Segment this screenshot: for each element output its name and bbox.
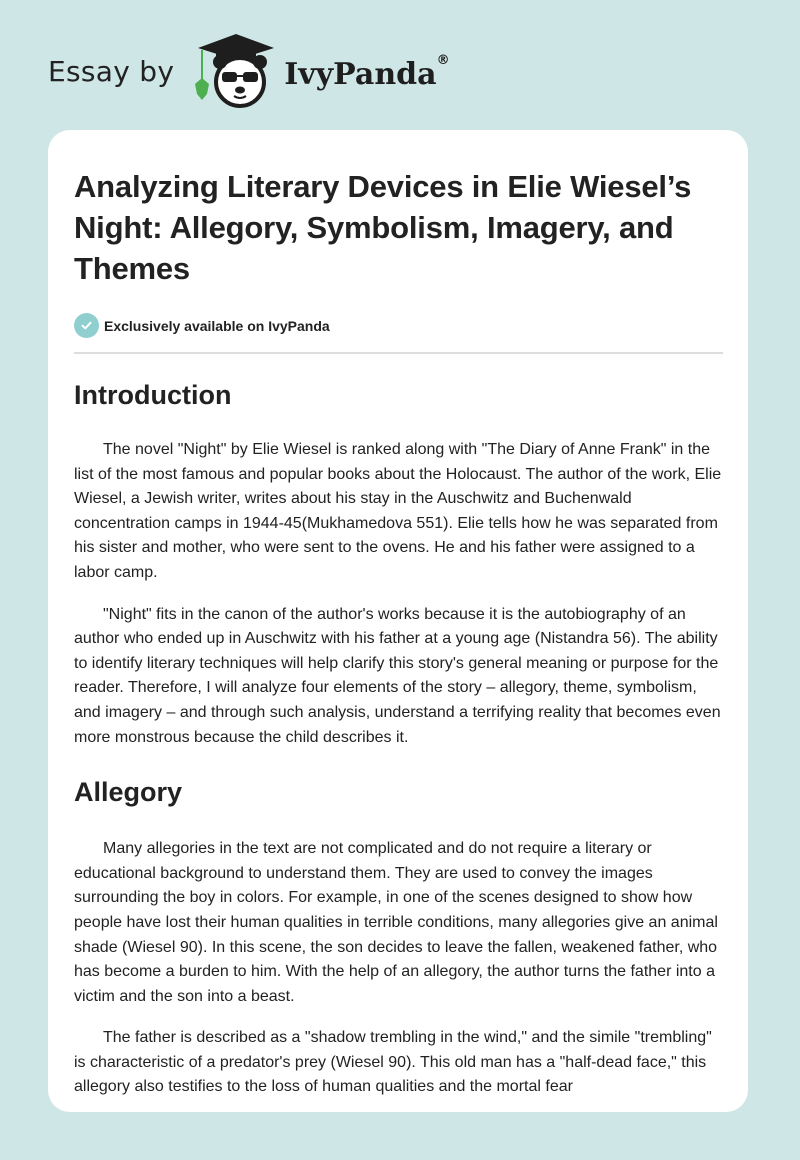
exclusive-label: Exclusively available on IvyPanda [104,317,330,334]
exclusive-badge [74,313,722,338]
section-heading-introduction: Introduction [74,380,232,410]
registered-mark: ® [436,52,450,68]
paragraph: The novel "Night" by Elie Wiesel is ranked along with "The Diary of Anne Frank" in the list of the most famous and popular books about the Holocaust. The author of the work, Elie Wiesel, a Jewish writer, writes about his stay in the Auschwitz and Buchenwald concentration camps in 1944-45(Mukhamedova 551). Elie tells how he was separated from his sister and mother, who were sent to the ovens. He and his father were assigned to a labor camp. [74,441,722,581]
paragraph: Many allegories in the text are not complicated and do not require a literary or educational background to understand them. They are used to convey the images surrounding the boy in colors. For example, in one of the scenes designed to show how people have lost their human qualities in terrible conditions, many allegories give an animal shade (Wiesel 90). In this scene, the son decides to leave the fallen, weakened father, who has become a burden to him. With the help of an allegory, the author turns the father into a victim and the son into a beast. [74,840,718,1005]
panda-graduate-logo-icon[interactable] [192,30,280,110]
check-circle-icon [74,313,99,338]
article-card [48,130,748,1112]
essay-by-label: Essay by [48,54,175,88]
article-title: Analyzing Literary Devices in Elie Wiesel’s Night: Allegory, Symbolism, Imagery, and Themes [74,169,692,286]
paragraph: The father is described as a "shadow trembling in the wind," and the simile "trembling" is characteristic of a predator's prey (Wiesel 90). This old man has a "half-dead face," this allegory also testifies to the loss of human qualities and the mortal fear [74,1029,712,1096]
title-divider [74,352,723,354]
site-header [48,30,450,110]
brand-name[interactable] [284,52,450,92]
paragraph: "Night" fits in the canon of the author's works because it is the autobiography of an author who ended up in Auschwitz with his father at a young age (Nistandra 56). The ability to identify literary techniques will help clarify this story's general meaning or purpose for the reader. Therefore, I will analyze four elements of the story – allegory, theme, symbolism, and imagery – and through such analysis, understand a terrifying reality that becomes even more monstrous because the child describes it. [74,605,721,746]
brand-text: IvyPanda [284,56,437,92]
section-heading-allegory: Allegory [74,777,183,808]
